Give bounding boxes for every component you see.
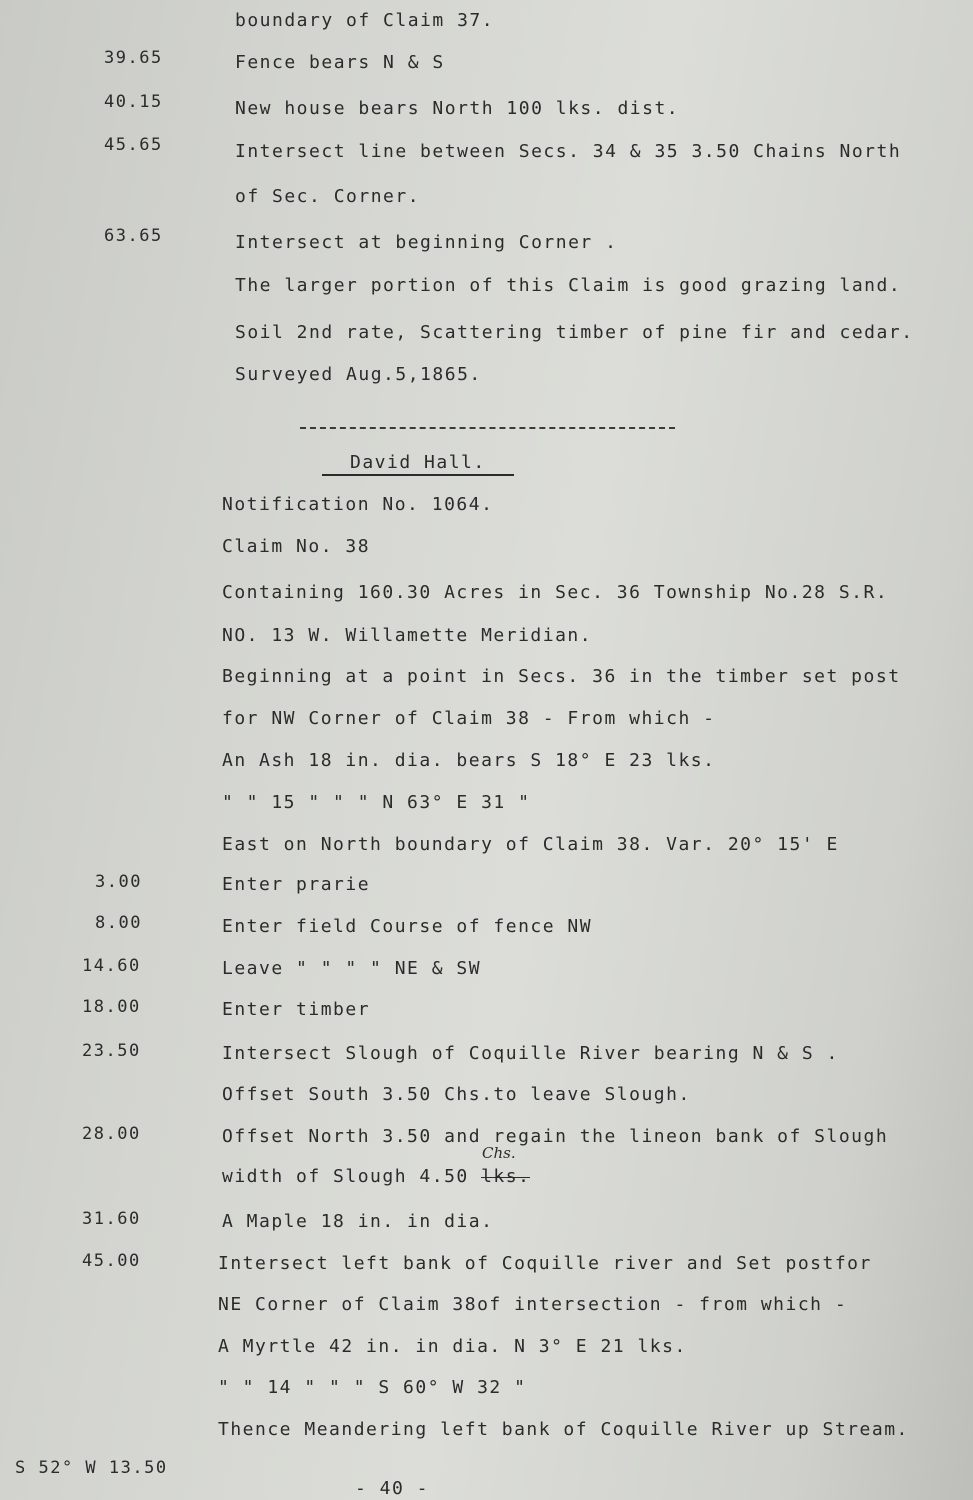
text-line: Offset South 3.50 Chs.to leave Slough. bbox=[222, 1084, 691, 1105]
text-line: Enter prarie bbox=[222, 874, 371, 895]
distance: 40.15 bbox=[104, 92, 163, 112]
text-line: NO. 13 W. Willamette Meridian. bbox=[222, 625, 593, 646]
text-line: An Ash 18 in. dia. bears S 18° E 23 lks. bbox=[222, 750, 716, 771]
text-line: The larger portion of this Claim is good grazing land. bbox=[235, 275, 902, 296]
struck-unit: lks. bbox=[481, 1166, 531, 1187]
text-line: width of Slough 4.50 lks. bbox=[222, 1166, 531, 1187]
text-line: Enter timber bbox=[222, 999, 371, 1020]
text-line: " " 14 " " " S 60° W 32 " bbox=[218, 1377, 527, 1398]
handwritten-correction: Chs. bbox=[482, 1144, 516, 1162]
text-line: of Sec. Corner. bbox=[235, 186, 421, 207]
text-line: New house bears North 100 lks. dist. bbox=[235, 98, 680, 119]
dashed-divider bbox=[300, 427, 675, 429]
page-number: - 40 - bbox=[355, 1478, 430, 1499]
text-line: Intersect left bank of Coquille river and Set postfor bbox=[218, 1253, 872, 1274]
text-line: Beginning at a point in Secs. 36 in the timber set post bbox=[222, 666, 901, 687]
text-line: Containing 160.30 Acres in Sec. 36 Township No.28 S.R. bbox=[222, 582, 889, 603]
text-line: Intersect at beginning Corner . bbox=[235, 232, 618, 253]
text-line: Enter field Course of fence NW bbox=[222, 916, 593, 937]
text-line: boundary of Claim 37. bbox=[235, 10, 495, 31]
distance: 39.65 bbox=[104, 48, 163, 68]
text-line: Leave " " " " NE & SW bbox=[222, 958, 482, 979]
claimant-name: David Hall. bbox=[350, 452, 486, 473]
distance: 8.00 bbox=[95, 913, 142, 933]
distance: 28.00 bbox=[82, 1124, 141, 1144]
text-line: A Myrtle 42 in. in dia. N 3° E 21 lks. bbox=[218, 1336, 687, 1357]
text-line: Claim No. 38 bbox=[222, 536, 371, 557]
text-line: East on North boundary of Claim 38. Var. 20° 15' E bbox=[222, 834, 839, 855]
distance: 45.00 bbox=[82, 1251, 141, 1271]
distance: 14.60 bbox=[82, 956, 141, 976]
text-line: Offset North 3.50 and regain the lineon bank of Slough bbox=[222, 1126, 889, 1147]
text-line: Notification No. 1064. bbox=[222, 494, 494, 515]
bearing-distance: S 52° W 13.50 bbox=[15, 1458, 168, 1478]
text-line: Intersect line between Secs. 34 & 35 3.50 Chains North bbox=[235, 141, 902, 162]
text-line: NE Corner of Claim 38of intersection - from which - bbox=[218, 1294, 848, 1315]
distance: 45.65 bbox=[104, 135, 163, 155]
text-line: " " 15 " " " N 63° E 31 " bbox=[222, 792, 531, 813]
text-line: Soil 2nd rate, Scattering timber of pine fir and cedar. bbox=[235, 322, 914, 343]
text-line: Fence bears N & S bbox=[235, 52, 445, 73]
distance: 31.60 bbox=[82, 1209, 141, 1229]
text-line: Surveyed Aug.5,1865. bbox=[235, 364, 482, 385]
distance: 18.00 bbox=[82, 997, 141, 1017]
text-line: Intersect Slough of Coquille River bearing N & S . bbox=[222, 1043, 839, 1064]
distance: 3.00 bbox=[95, 872, 142, 892]
text-line: for NW Corner of Claim 38 - From which - bbox=[222, 708, 716, 729]
text-line: A Maple 18 in. in dia. bbox=[222, 1211, 494, 1232]
name-underline bbox=[322, 474, 514, 476]
text-line: Thence Meandering left bank of Coquille River up Stream. bbox=[218, 1419, 909, 1440]
distance: 23.50 bbox=[82, 1041, 141, 1061]
distance: 63.65 bbox=[104, 226, 163, 246]
